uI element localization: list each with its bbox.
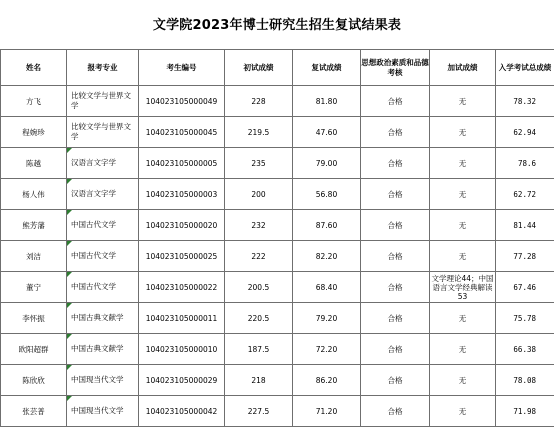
table-row bbox=[1, 396, 554, 427]
total-score-cell: 71.98 bbox=[496, 396, 554, 427]
major-cell: 中国古典文献学 bbox=[67, 303, 139, 334]
table-row bbox=[1, 303, 554, 334]
total-score-cell: 78.6 bbox=[496, 148, 554, 179]
candidate-id-cell: 104023105000025 bbox=[139, 241, 225, 272]
extra-score-cell: 无 bbox=[430, 334, 496, 365]
politics-check-cell: 合格 bbox=[361, 117, 430, 148]
header-cell-prelim: 初试成绩 bbox=[225, 50, 293, 86]
header-cell-id: 考生编号 bbox=[139, 50, 225, 86]
candidate-id-cell: 104023105000042 bbox=[139, 396, 225, 427]
total-score-cell: 62.94 bbox=[496, 117, 554, 148]
candidate-id-cell: 104023105000022 bbox=[139, 272, 225, 303]
major-cell: 汉语言文字学 bbox=[67, 179, 139, 210]
name-cell: 杨人伟 bbox=[1, 179, 67, 210]
major-cell: 中国现当代文学 bbox=[67, 365, 139, 396]
total-score-cell: 77.28 bbox=[496, 241, 554, 272]
prelim-score-cell: 218 bbox=[225, 365, 293, 396]
prelim-score-cell: 235 bbox=[225, 148, 293, 179]
major-cell: 比较文学与世界文学 bbox=[67, 86, 139, 117]
major-cell: 中国古代文学 bbox=[67, 241, 139, 272]
total-score-cell: 66.38 bbox=[496, 334, 554, 365]
major-cell: 中国古代文学 bbox=[67, 210, 139, 241]
total-score-cell: 78.08 bbox=[496, 365, 554, 396]
retest-score-cell: 86.20 bbox=[293, 365, 361, 396]
extra-score-cell: 无 bbox=[430, 148, 496, 179]
politics-check-cell: 合格 bbox=[361, 365, 430, 396]
header-cell-total: 入学考试总成绩 bbox=[496, 50, 554, 86]
politics-check-cell: 合格 bbox=[361, 86, 430, 117]
politics-check-cell: 合格 bbox=[361, 303, 430, 334]
politics-check-cell: 合格 bbox=[361, 396, 430, 427]
candidate-id-cell: 104023105000003 bbox=[139, 179, 225, 210]
politics-check-cell: 合格 bbox=[361, 334, 430, 365]
candidate-id-cell: 104023105000045 bbox=[139, 117, 225, 148]
prelim-score-cell: 228 bbox=[225, 86, 293, 117]
prelim-score-cell: 227.5 bbox=[225, 396, 293, 427]
name-cell: 陈越 bbox=[1, 148, 67, 179]
retest-score-cell: 68.40 bbox=[293, 272, 361, 303]
name-cell: 董宁 bbox=[1, 272, 67, 303]
retest-score-cell: 47.60 bbox=[293, 117, 361, 148]
major-cell: 比较文学与世界文学 bbox=[67, 117, 139, 148]
header-cell-extra: 加试成绩 bbox=[430, 50, 496, 86]
name-cell: 刘洁 bbox=[1, 241, 67, 272]
total-score-cell: 81.44 bbox=[496, 210, 554, 241]
candidate-id-cell: 104023105000011 bbox=[139, 303, 225, 334]
prelim-score-cell: 219.5 bbox=[225, 117, 293, 148]
retest-score-cell: 56.80 bbox=[293, 179, 361, 210]
name-cell: 陈欣欣 bbox=[1, 365, 67, 396]
table-row bbox=[1, 334, 554, 365]
header-cell-name: 姓名 bbox=[1, 50, 67, 86]
prelim-score-cell: 222 bbox=[225, 241, 293, 272]
extra-score-cell: 无 bbox=[430, 86, 496, 117]
header-cell-major: 报考专业 bbox=[67, 50, 139, 86]
politics-check-cell: 合格 bbox=[361, 241, 430, 272]
extra-score-cell: 无 bbox=[430, 210, 496, 241]
table-row bbox=[1, 86, 554, 117]
candidate-id-cell: 104023105000049 bbox=[139, 86, 225, 117]
major-cell: 中国现当代文学 bbox=[67, 396, 139, 427]
header-cell-politics: 思想政治素质和品德考核 bbox=[361, 50, 430, 86]
extra-score-cell: 无 bbox=[430, 117, 496, 148]
extra-score-cell: 无 bbox=[430, 396, 496, 427]
page-title: 文学院2023年博士研究生招生复试结果表 bbox=[0, 11, 554, 41]
name-cell: 方飞 bbox=[1, 86, 67, 117]
table-row bbox=[1, 117, 554, 148]
table-row bbox=[1, 365, 554, 396]
candidate-id-cell: 104023105000005 bbox=[139, 148, 225, 179]
retest-score-cell: 87.60 bbox=[293, 210, 361, 241]
candidate-id-cell: 104023105000029 bbox=[139, 365, 225, 396]
politics-check-cell: 合格 bbox=[361, 210, 430, 241]
major-cell: 中国古典文献学 bbox=[67, 334, 139, 365]
prelim-score-cell: 200 bbox=[225, 179, 293, 210]
retest-score-cell: 71.20 bbox=[293, 396, 361, 427]
total-score-cell: 75.78 bbox=[496, 303, 554, 334]
name-cell: 欧阳超群 bbox=[1, 334, 67, 365]
politics-check-cell: 合格 bbox=[361, 148, 430, 179]
extra-score-cell: 无 bbox=[430, 365, 496, 396]
total-score-cell: 78.32 bbox=[496, 86, 554, 117]
retest-score-cell: 79.00 bbox=[293, 148, 361, 179]
retest-score-cell: 79.20 bbox=[293, 303, 361, 334]
table-header-row bbox=[1, 50, 554, 86]
table-row bbox=[1, 179, 554, 210]
politics-check-cell: 合格 bbox=[361, 272, 430, 303]
prelim-score-cell: 232 bbox=[225, 210, 293, 241]
header-cell-retest: 复试成绩 bbox=[293, 50, 361, 86]
retest-score-cell: 82.20 bbox=[293, 241, 361, 272]
retest-score-cell: 72.20 bbox=[293, 334, 361, 365]
major-cell: 汉语言文字学 bbox=[67, 148, 139, 179]
name-cell: 李怀振 bbox=[1, 303, 67, 334]
results-table bbox=[0, 49, 554, 427]
prelim-score-cell: 200.5 bbox=[225, 272, 293, 303]
candidate-id-cell: 104023105000020 bbox=[139, 210, 225, 241]
table-row bbox=[1, 241, 554, 272]
extra-score-cell: 无 bbox=[430, 241, 496, 272]
table-row bbox=[1, 210, 554, 241]
retest-score-cell: 81.80 bbox=[293, 86, 361, 117]
extra-score-cell: 无 bbox=[430, 303, 496, 334]
politics-check-cell: 合格 bbox=[361, 179, 430, 210]
name-cell: 程婉珍 bbox=[1, 117, 67, 148]
extra-score-cell: 文学理论44；中国语言文学经典解读53 bbox=[430, 272, 496, 303]
table-row bbox=[1, 272, 554, 303]
candidate-id-cell: 104023105000010 bbox=[139, 334, 225, 365]
extra-score-cell: 无 bbox=[430, 179, 496, 210]
table-row bbox=[1, 148, 554, 179]
prelim-score-cell: 187.5 bbox=[225, 334, 293, 365]
major-cell: 中国古代文学 bbox=[67, 272, 139, 303]
total-score-cell: 62.72 bbox=[496, 179, 554, 210]
total-score-cell: 67.46 bbox=[496, 272, 554, 303]
prelim-score-cell: 220.5 bbox=[225, 303, 293, 334]
name-cell: 熊芳藩 bbox=[1, 210, 67, 241]
name-cell: 张芸普 bbox=[1, 396, 67, 427]
